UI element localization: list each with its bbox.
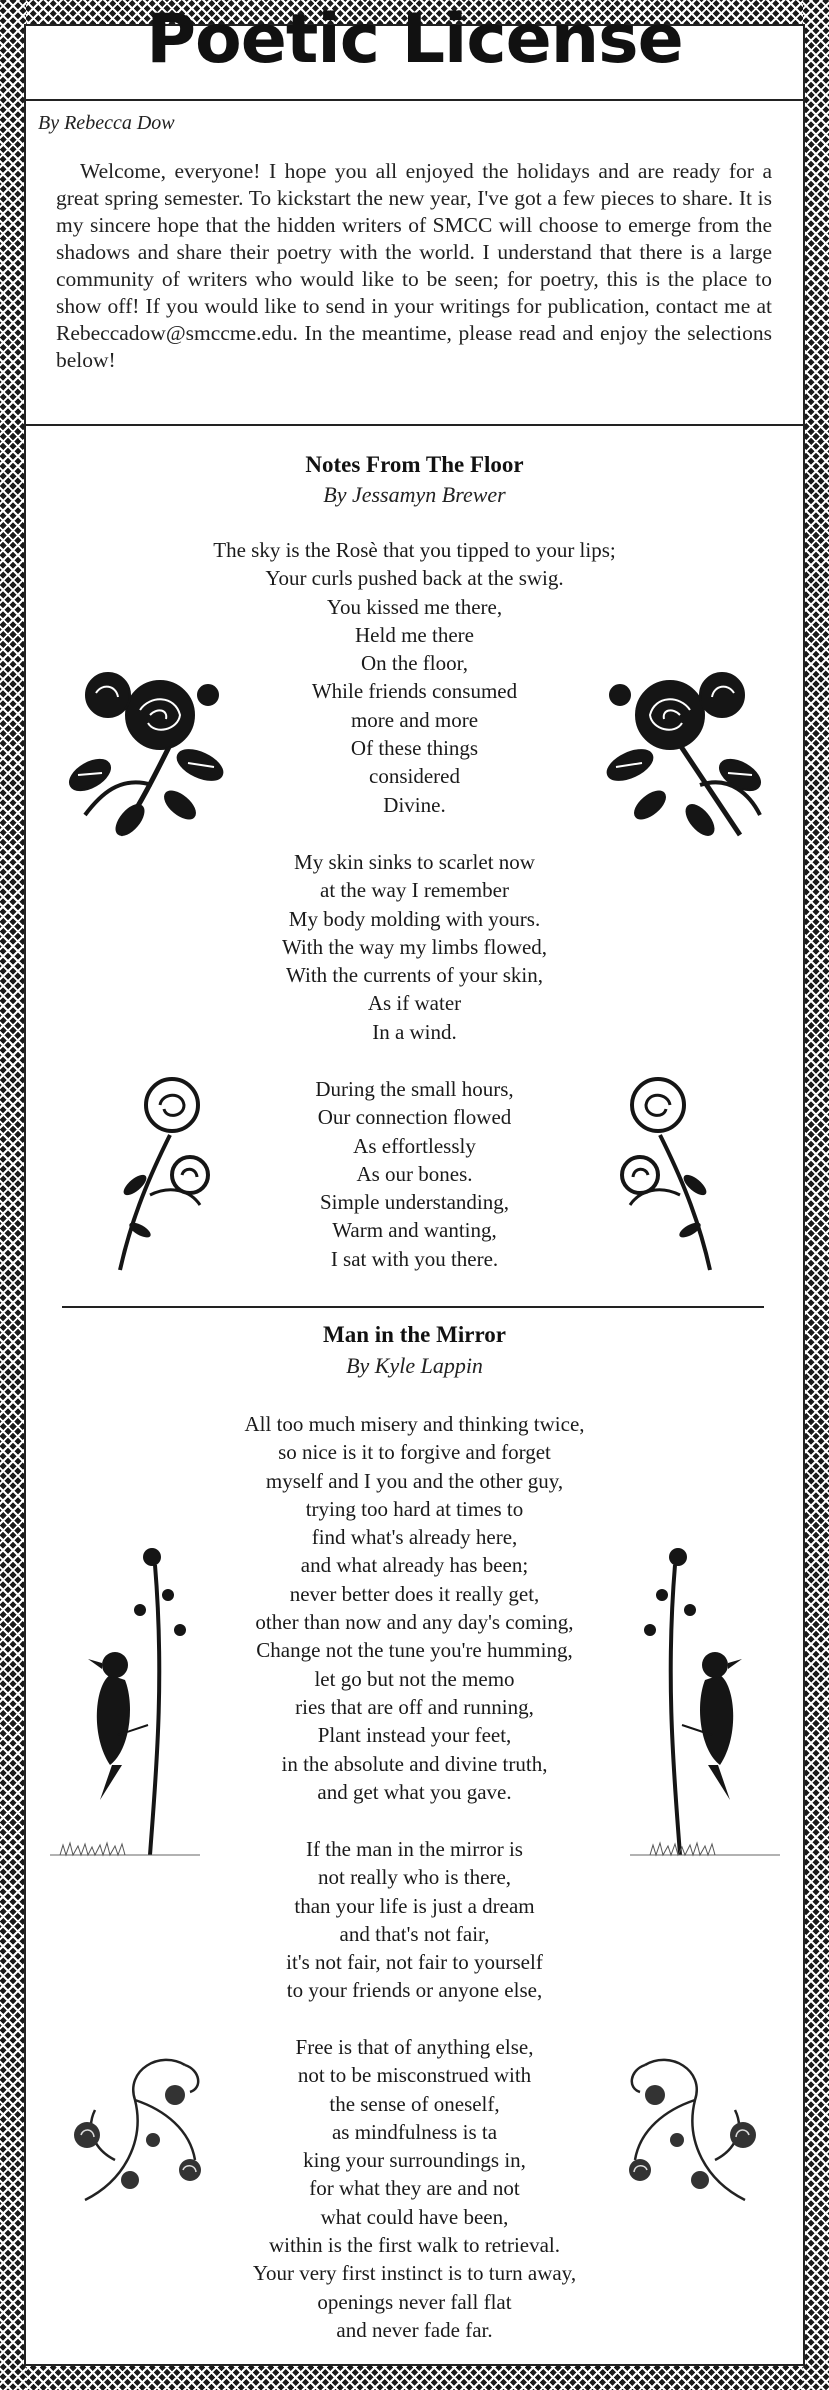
poem-divider bbox=[62, 1306, 764, 1308]
long-stem-rose-illustration-right bbox=[610, 1065, 730, 1275]
poem-line: Our connection flowed bbox=[317, 1105, 512, 1130]
rose-bouquet-illustration-right bbox=[590, 655, 770, 845]
braided-border-bottom bbox=[0, 2364, 829, 2390]
poem-line: not really who is there, bbox=[317, 1865, 512, 1890]
poem-line: king your surroundings in, bbox=[303, 2148, 526, 2173]
poem-line: Divine. bbox=[383, 792, 446, 817]
poem-line: and never fade far. bbox=[336, 2317, 493, 2342]
poem-line: not to be misconstrued with bbox=[297, 2063, 532, 2088]
poem-line: myself and I you and the other guy, bbox=[265, 1468, 564, 1493]
poem-line: With the way my limbs flowed, bbox=[281, 934, 548, 959]
poem-line: openings never fall flat bbox=[317, 2289, 512, 2314]
raven-on-rose-branch-illustration-right bbox=[630, 1535, 790, 1865]
poem-line: and what already has been; bbox=[300, 1553, 529, 1578]
intro-divider bbox=[26, 424, 803, 426]
poem-author: By Kyle Lappin bbox=[346, 1353, 483, 1378]
poem-author: By Jessamyn Brewer bbox=[323, 482, 506, 507]
poem-line: the sense of oneself, bbox=[329, 2091, 500, 2116]
poem-line: During the small hours, bbox=[315, 1077, 514, 1101]
raven-on-rose-branch-illustration-left bbox=[40, 1535, 200, 1865]
poem-line: to your friends or anyone else, bbox=[286, 1978, 543, 2003]
poem-line: find what's already here, bbox=[311, 1525, 518, 1550]
poem-line: never better does it really get, bbox=[289, 1581, 540, 1606]
rose-bouquet-illustration-left bbox=[60, 655, 240, 845]
poem-title: Man in the Mirror bbox=[323, 1322, 506, 1347]
poem-line: what could have been, bbox=[320, 2204, 509, 2229]
poem-line: other than now and any day's coming, bbox=[255, 1610, 574, 1635]
poem-line: Warm and wanting, bbox=[332, 1218, 497, 1243]
poem-line: Plant instead your feet, bbox=[317, 1723, 512, 1748]
poem-line: ries that are off and running, bbox=[295, 1694, 534, 1719]
poem-line: I sat with you there. bbox=[330, 1246, 499, 1271]
poem-line: considered bbox=[369, 764, 460, 789]
poem-line: If the man in the mirror is bbox=[306, 1837, 523, 1861]
poem-line: in the absolute and divine truth, bbox=[281, 1751, 548, 1776]
poem-line: trying too hard at times to bbox=[305, 1496, 524, 1521]
poem-line: and get what you gave. bbox=[317, 1779, 512, 1804]
poem-line: Simple understanding, bbox=[320, 1190, 509, 1215]
poem-line: My body molding with yours. bbox=[288, 906, 541, 931]
poem-title: Notes From The Floor bbox=[305, 452, 524, 477]
poem-line: it's not fair, not fair to yourself bbox=[286, 1950, 543, 1975]
poem-line: Your very first instinct is to turn away, bbox=[252, 2261, 577, 2286]
poem-line: than your life is just a dream bbox=[294, 1893, 535, 1918]
poem-line: All too much misery and thinking twice, bbox=[244, 1412, 585, 1436]
poem-line: Of these things bbox=[350, 736, 479, 761]
poem-line: With the currents of your skin, bbox=[286, 963, 543, 988]
poem-line: As our bones. bbox=[356, 1161, 473, 1186]
poem-line: Your curls pushed back at the swig. bbox=[265, 566, 564, 591]
poem-line: let go but not the memo bbox=[314, 1666, 515, 1691]
poem-line: Held me there bbox=[355, 622, 474, 647]
rose-vine-flourish-illustration-left bbox=[65, 2040, 215, 2210]
poem-line: and that's not fair, bbox=[339, 1921, 490, 1946]
poem-line: As if water bbox=[367, 991, 462, 1016]
column-byline: By Rebecca Dow bbox=[38, 112, 175, 134]
poem-line: Free is that of anything else, bbox=[295, 2035, 534, 2059]
long-stem-rose-illustration-left bbox=[100, 1065, 220, 1275]
poem-line: While friends consumed bbox=[311, 679, 518, 704]
poem-line: In a wind. bbox=[372, 1019, 457, 1044]
poem-line: The sky is the Rosè that you tipped to your lips; bbox=[213, 538, 616, 562]
poem-line: for what they are and not bbox=[309, 2176, 520, 2201]
poem-line: As effortlessly bbox=[353, 1133, 476, 1158]
rose-vine-flourish-illustration-right bbox=[615, 2040, 765, 2210]
poem-line: On the floor, bbox=[360, 651, 469, 676]
poem-line: within is the first walk to retrieval. bbox=[268, 2233, 561, 2258]
poem-line: at the way I remember bbox=[320, 878, 509, 903]
poem-line: My skin sinks to scarlet now bbox=[294, 850, 535, 874]
poem-line: as mindfulness is ta bbox=[331, 2119, 498, 2144]
poem-line: Change not the tune you're humming, bbox=[256, 1638, 573, 1663]
page-title: Poetic License bbox=[146, 0, 683, 79]
poem-line: more and more bbox=[350, 707, 479, 732]
poem-line: so nice is it to forgive and forget bbox=[278, 1440, 551, 1465]
poem-line: You kissed me there, bbox=[326, 594, 503, 619]
poem-stanza bbox=[0, 848, 829, 1046]
intro-paragraph: Welcome, everyone! I hope you all enjoyed the holidays and are ready for a great spring semester. To kickstart the new year, I've got a few pieces to share. It is my sincere hope that the hidden writers of SMCC will choose to emerge from the shadows and share their poetry with the world. I understand that there is a large community of writers who would like to be seen; for poetry, this is the place to show off! If you would like to send in your writings for publication, contact me at Rebeccadow@smccme.edu. In the meantime, please read and enjoy the selections below! bbox=[56, 159, 772, 372]
title-divider bbox=[26, 99, 803, 101]
